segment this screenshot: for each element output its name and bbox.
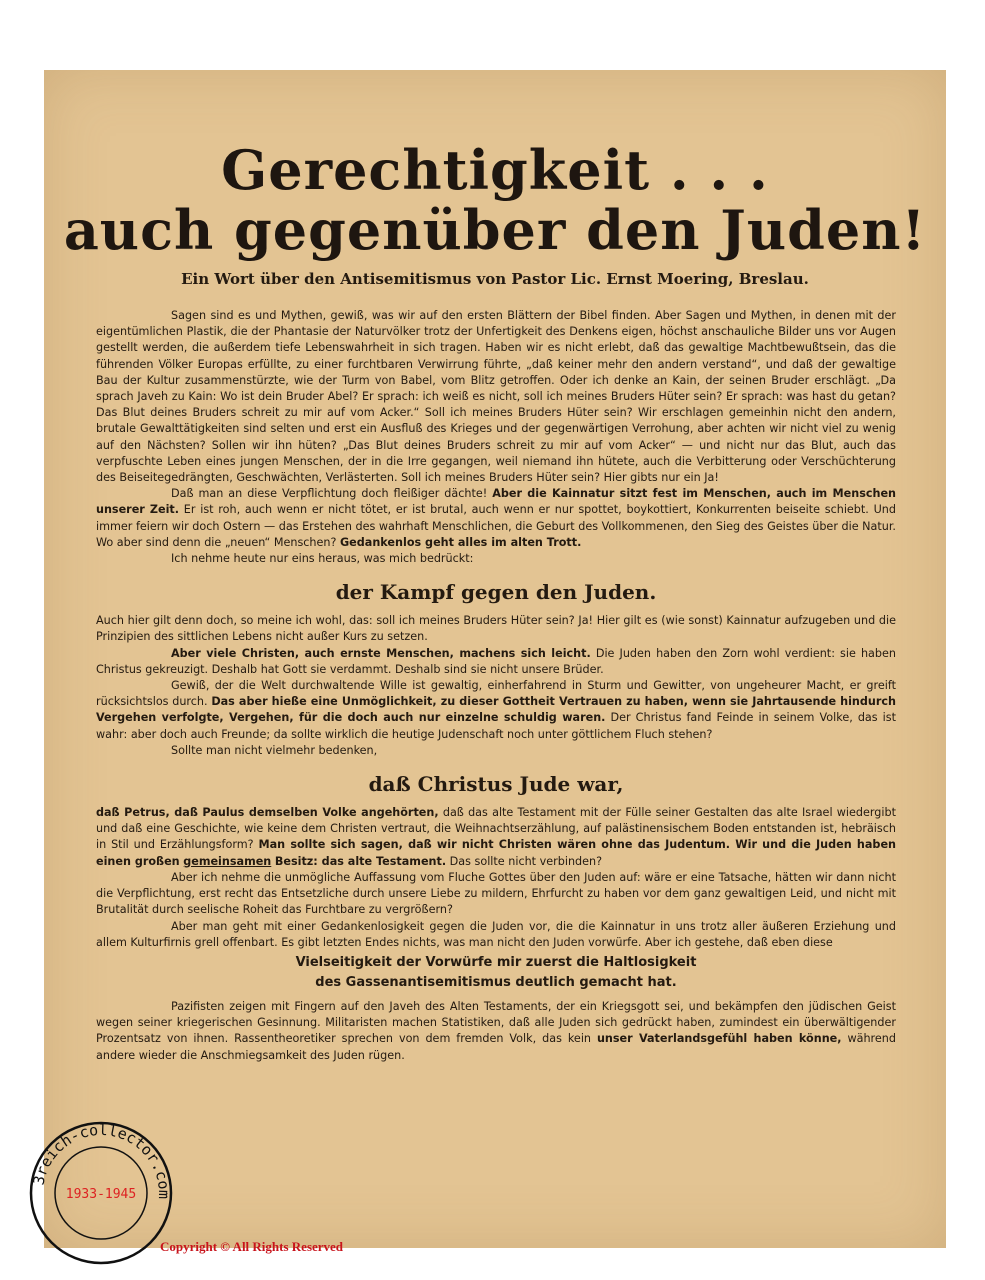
paragraph-11-a: Pazifisten zeigen mit Fingern auf den Javeh des Alten Testaments, der ein Kriegsgott sei, und bekämpfen den jüdischen Geist wegen seiner kriegerischen Gesinnung. Militaristen machen Statistiken, daß alle Juden sich gedrückt haben, zumindest ein überwältigender Prozentsatz von ihnen. Rassentheoretiker sprechen von dem fremden Volk, das kein [96,999,896,1046]
heading-vielseitigkeit [96,953,896,993]
paragraph-11-bold: unser Vaterlandsgefühl haben könne, [596,1032,842,1046]
paragraph-6-c: Der Christus fand Feinde in seinem Volke, das ist wahr: aber doch auch Freunde; da sollte wirklich die heutige Judenschaft noch unter göttlichem Fluch stehen? [96,711,896,741]
paragraph-2-a: Daß man an diese Verpflichtung doch fleißiger dächte! [171,487,488,501]
paragraph-7: Sollte man nicht vielmehr bedenken, [171,743,378,757]
paragraph-1: Sagen sind es und Mythen, gewiß, was wir auf den ersten Blättern der Bibel finden. Aber Sagen und Mythen, in denen mit der eigentümlichen Plastik, die der Phantasie der Naturvölker trotz der Unfertigkeit des Denkens eigen, höchst anschauliche Bilder uns vor Augen gestellt werden, die außerdem tiefe Lebenswahrheit in sich tragen. Haben wir es nicht erlebt, daß das gewaltige Machtbewußtsein, das die führenden Völker Europas erfüllte, zu einer furchtbaren Verwirrung führte, „daß keiner mehr den andern verstand“, und daß der gewaltige Bau der Kultur zusammenstürzte, wie der Turm von Babel, vom Blitz getroffen. Oder ich denke an Kain, der seinen Bruder erschlägt. „Da sprach Javeh zu Kain: Wo ist dein Bruder Abel? Er sprach: ich weiß es nicht, soll ich meines Bruders Hüter sein? Er sprach: was hast du getan? Das Blut deines Bruders schreit zu mir auf vom Acker.“ Soll ich meines Bruders Hüter sein? Wir erschlagen gemeinhin nicht den andern, brutale Gewalttätigkeiten sind selten und erst ein Ausfluß des Krieges und der gegenwärtigen Verrohung, aber achten wir nicht viel zu wenig auf den Nächsten? Sollen wir ihn hüten? „Das Blut deines Bruders schreit zu mir auf vom Acker“ — und nicht nur das Blut, auch das verpfuschte Leben eines jungen Menschen, der in die Irre gegangen, weil niemand ihn hütete, auch die Verbitterung oder Verschüchterung des Beiseitegedrängten, Geschwächten, Verlästerten. Soll ich meines Bruders Hüter sein? Hier gibts nur ein Ja! [96,309,896,485]
paragraph-8-b: daß das alte Testament mit der Fülle seiner Gestalten das alte Israel wiedergibt und daß eine Geschichte, wie keine dem Christen vertraut, die Weihnachtserzählung, auf palästinensischem Boden entstanden ist, hebräisch in Stil und Erzählungsform? [96,806,896,852]
paragraph-11 [96,999,896,1064]
paragraph-4: Auch hier gilt denn doch, so meine ich wohl, das: soll ich meines Bruders Hüter sein? Ja! Hier gilt es (wie sonst) Kainnatur aufzugeben und die Prinzipien des sittlichen Lebens nicht außer Kurs zu setzen. [96,614,896,644]
paragraph-8-bold-e: Besitz: das alte Testament. [274,854,447,868]
paragraph-9: Aber ich nehme die unmögliche Auffassung vom Fluche Gottes über den Juden auf: wäre er eine Tatsache, hätten wir dann nicht die Verpflichtung, erst recht das Entsetzliche durch unsere Liebe zu mildern, Ehrfurcht zu haben vor dem ganz gewaltigen Leid, und nicht mit Brutalität durch seelische Roheit das Furchtbare zu vergrößern? [96,870,896,917]
paragraph-6-a: Gewiß, der die Welt durchwaltende Wille ist gewaltig, einherfahrend in Sturm und Gewitter, von ungeheurer Macht, er greift rücksichtslos durch. [96,679,896,709]
copyright-notice: Copyright © All Rights Reserved [160,1239,344,1254]
title-line-2: auch gegenüber den Juden! [63,198,927,262]
paragraph-8-bold-c: Man sollte sich sagen, daß wir nicht Christen wären ohne das Judentum. Wir und die Juden haben einen großen [96,838,896,868]
collector-stamp-icon [26,1118,176,1268]
paragraph-8 [96,805,896,870]
paragraph-11-c: während andere wieder die Anschmiegsamkeit des Juden rügen. [96,1032,896,1062]
body-text [96,308,896,1064]
paragraph-8-bold-a: daß Petrus, daß Paulus demselben Volke angehörten, [96,806,439,820]
paragraph-2-bold-a: Aber die Kainnatur sitzt fest im Menschen, auch im Menschen unserer Zeit. [96,487,897,517]
heading-christus: daß Christus Jude war, [368,772,624,797]
stamp-arc-text: 3reich-collector.com [29,1120,174,1200]
paragraph-5-b: Die Juden haben den Zorn wohl verdient: sie haben Christus gekreuzigt. Deshalb hat Gott sie verdammt. Deshalb sind sie nicht unsere Brüder. [96,646,896,676]
paragraph-10: Aber man geht mit einer Gedankenlosigkeit gegen die Juden vor, die die Kainnatur in uns trotz aller äußeren Erziehung und allem Kulturfirnis grell offenbart. Es gibt letzten Endes nichts, was man nicht den Juden vorwürfe. Aber ich gestehe, daß eben diese [96,919,896,949]
heading-kampf: der Kampf gegen den Juden. [335,580,657,605]
paragraph-2-c: Er ist roh, auch wenn er nicht tötet, er ist brutal, auch wenn er nur spottet, boykottiert, Konkurrenten beiseite schiebt. Und immer feiern wir doch Ostern — das Erstehen des wahrhaft Menschlichen, die Geburt des Vollkommenen, den Sieg des Geistes über die Natur. Wo aber sind denn die „neuen“ Menschen? [96,503,896,549]
paragraph-5-bold: Aber viele Christen, auch ernste Menschen, machens sich leicht. [171,646,591,660]
paragraph-8-f: Das sollte nicht verbinden? [449,854,603,868]
heading-vielseitigkeit-line-1: Vielseitigkeit der Vorwürfe mir zuerst die Haltlosigkeit [295,954,697,970]
subtitle: Ein Wort über den Antisemitismus von Pastor Lic. Ernst Moering, Breslau. [181,270,809,288]
paragraph-3: Ich nehme heute nur eins heraus, was mich bedrückt: [171,552,474,566]
paragraph-8-underlined: gemeinsamen [183,854,272,868]
leaflet-page [44,70,946,1248]
paragraph-5 [96,646,896,678]
paragraph-2-bold-b: Gedankenlos geht alles im alten Trott. [340,535,582,549]
stamp-years: 1933-1945 [65,1187,137,1202]
paragraph-6 [96,678,896,743]
heading-vielseitigkeit-line-2: des Gassenantisemitismus deutlich gemacht hat. [315,974,677,990]
paragraph-2 [96,486,896,551]
title-line-1: Gerechtigkeit . . . [221,138,769,202]
paragraph-6-bold: Das aber hieße eine Unmöglichkeit, zu dieser Gottheit Vertrauen zu haben, wenn sie Jahrtausende hindurch Vergehen verfolgte, Vergehen, für die doch auch nur einzelne schuldig waren. [96,695,896,725]
